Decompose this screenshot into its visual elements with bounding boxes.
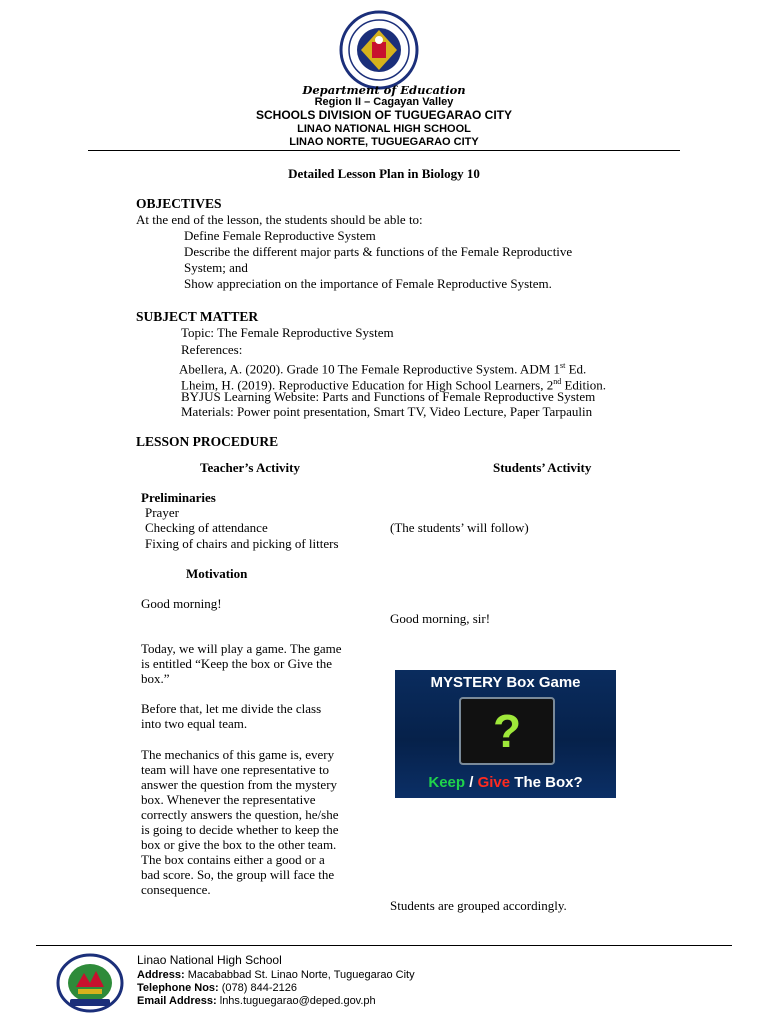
preliminaries-heading: Preliminaries — [141, 490, 216, 505]
objective-item: Show appreciation on the importance of Female Reproductive System. — [184, 276, 552, 291]
footer-telephone: Telephone Nos: (078) 844-2126 — [137, 982, 297, 994]
deped-seal-logo — [339, 10, 419, 90]
preliminary-item: Fixing of chairs and picking of litters — [145, 536, 339, 551]
mechanics-line: box. Whenever the representative — [141, 792, 316, 807]
region-name: Region II – Cagayan Valley — [314, 96, 454, 108]
students-activity-heading: Students’ Activity — [493, 460, 592, 475]
lesson-plan-title: Detailed Lesson Plan in Biology 10 — [288, 166, 480, 181]
school-logo — [56, 953, 124, 1013]
game-intro-line: is entitled “Keep the box or Give the — [141, 656, 332, 671]
school-address: LINAO NORTE, TUGUEGARAO CITY — [289, 136, 479, 148]
mechanics-line: consequence. — [141, 882, 211, 897]
game-intro-line: box.” — [141, 671, 170, 686]
school-name: LINAO NATIONAL HIGH SCHOOL — [297, 123, 471, 135]
teacher-greeting: Good morning! — [141, 596, 222, 611]
lesson-procedure-heading: LESSON PROCEDURE — [136, 434, 279, 449]
divide-class-line: into two equal team. — [141, 716, 248, 731]
objective-item: System; and — [184, 260, 248, 275]
objectives-heading: OBJECTIVES — [136, 196, 222, 211]
reference-item: Lheim, H. (2019). Reproductive Education for High School Learners, 2nd Edition. — [181, 377, 606, 393]
mechanics-line: answer the question from the mystery — [141, 777, 338, 792]
department-name: Department of Education — [302, 83, 466, 97]
students-greeting: Good morning, sir! — [390, 611, 491, 626]
mechanics-line: is going to decide whether to keep the — [141, 822, 339, 837]
reference-item: Abellera, A. (2020). Grade 10 The Female Reproductive System. ADM 1st Ed. — [179, 361, 587, 377]
header-divider — [88, 150, 680, 151]
mechanics-line: bad score. So, the group will face the — [141, 867, 335, 882]
teacher-activity-heading: Teacher’s Activity — [200, 460, 301, 475]
mechanics-line: correctly answers the question, he/she — [141, 807, 339, 822]
mechanics-line: The box contains either a good or a — [141, 852, 325, 867]
footer-address: Address: Macababbad St. Linao Norte, Tuguegarao City — [137, 969, 415, 981]
preliminaries-response: (The students’ will follow) — [390, 520, 529, 535]
footer-school-name: Linao National High School — [137, 953, 282, 967]
grouped-response: Students are grouped accordingly. — [390, 898, 567, 913]
preliminary-item: Prayer — [145, 505, 179, 520]
reference-item: BYJUS Learning Website: Parts and Functions of Female Reproductive System — [181, 389, 596, 404]
game-intro-line: Today, we will play a game. The game — [141, 641, 342, 656]
divide-class-line: Before that, let me divide the class — [141, 701, 322, 716]
mystery-box-game-image — [395, 670, 616, 798]
preliminary-item: Checking of attendance — [145, 520, 268, 535]
mechanics-line: box or give the box to the other team. — [141, 837, 337, 852]
mechanics-line: team will have one representative to — [141, 762, 330, 777]
footer-divider — [36, 945, 732, 946]
question-mark-icon: ? — [492, 705, 522, 757]
motivation-heading: Motivation — [186, 566, 248, 581]
division-name: SCHOOLS DIVISION OF TUGUEGARAO CITY — [255, 108, 512, 122]
references-label: References: — [181, 342, 243, 357]
mechanics-line: The mechanics of this game is, every — [141, 747, 335, 762]
objectives-intro: At the end of the lesson, the students should be able to: — [136, 212, 423, 227]
materials-line: Materials: Power point presentation, Smart TV, Video Lecture, Paper Tarpaulin — [181, 404, 593, 419]
mystery-box-title: MYSTERY Box Game — [430, 674, 581, 691]
objective-item: Describe the different major parts & functions of the Female Reproductive — [184, 244, 573, 259]
subject-matter-heading: SUBJECT MATTER — [136, 309, 259, 324]
footer-email[interactable]: Email Address: lnhs.tuguegarao@deped.gov.ph — [137, 995, 376, 1007]
topic-line: Topic: The Female Reproductive System — [181, 325, 394, 340]
keep-give-caption: Keep / Give The Box? — [428, 774, 583, 791]
objective-item: Define Female Reproductive System — [184, 228, 376, 243]
